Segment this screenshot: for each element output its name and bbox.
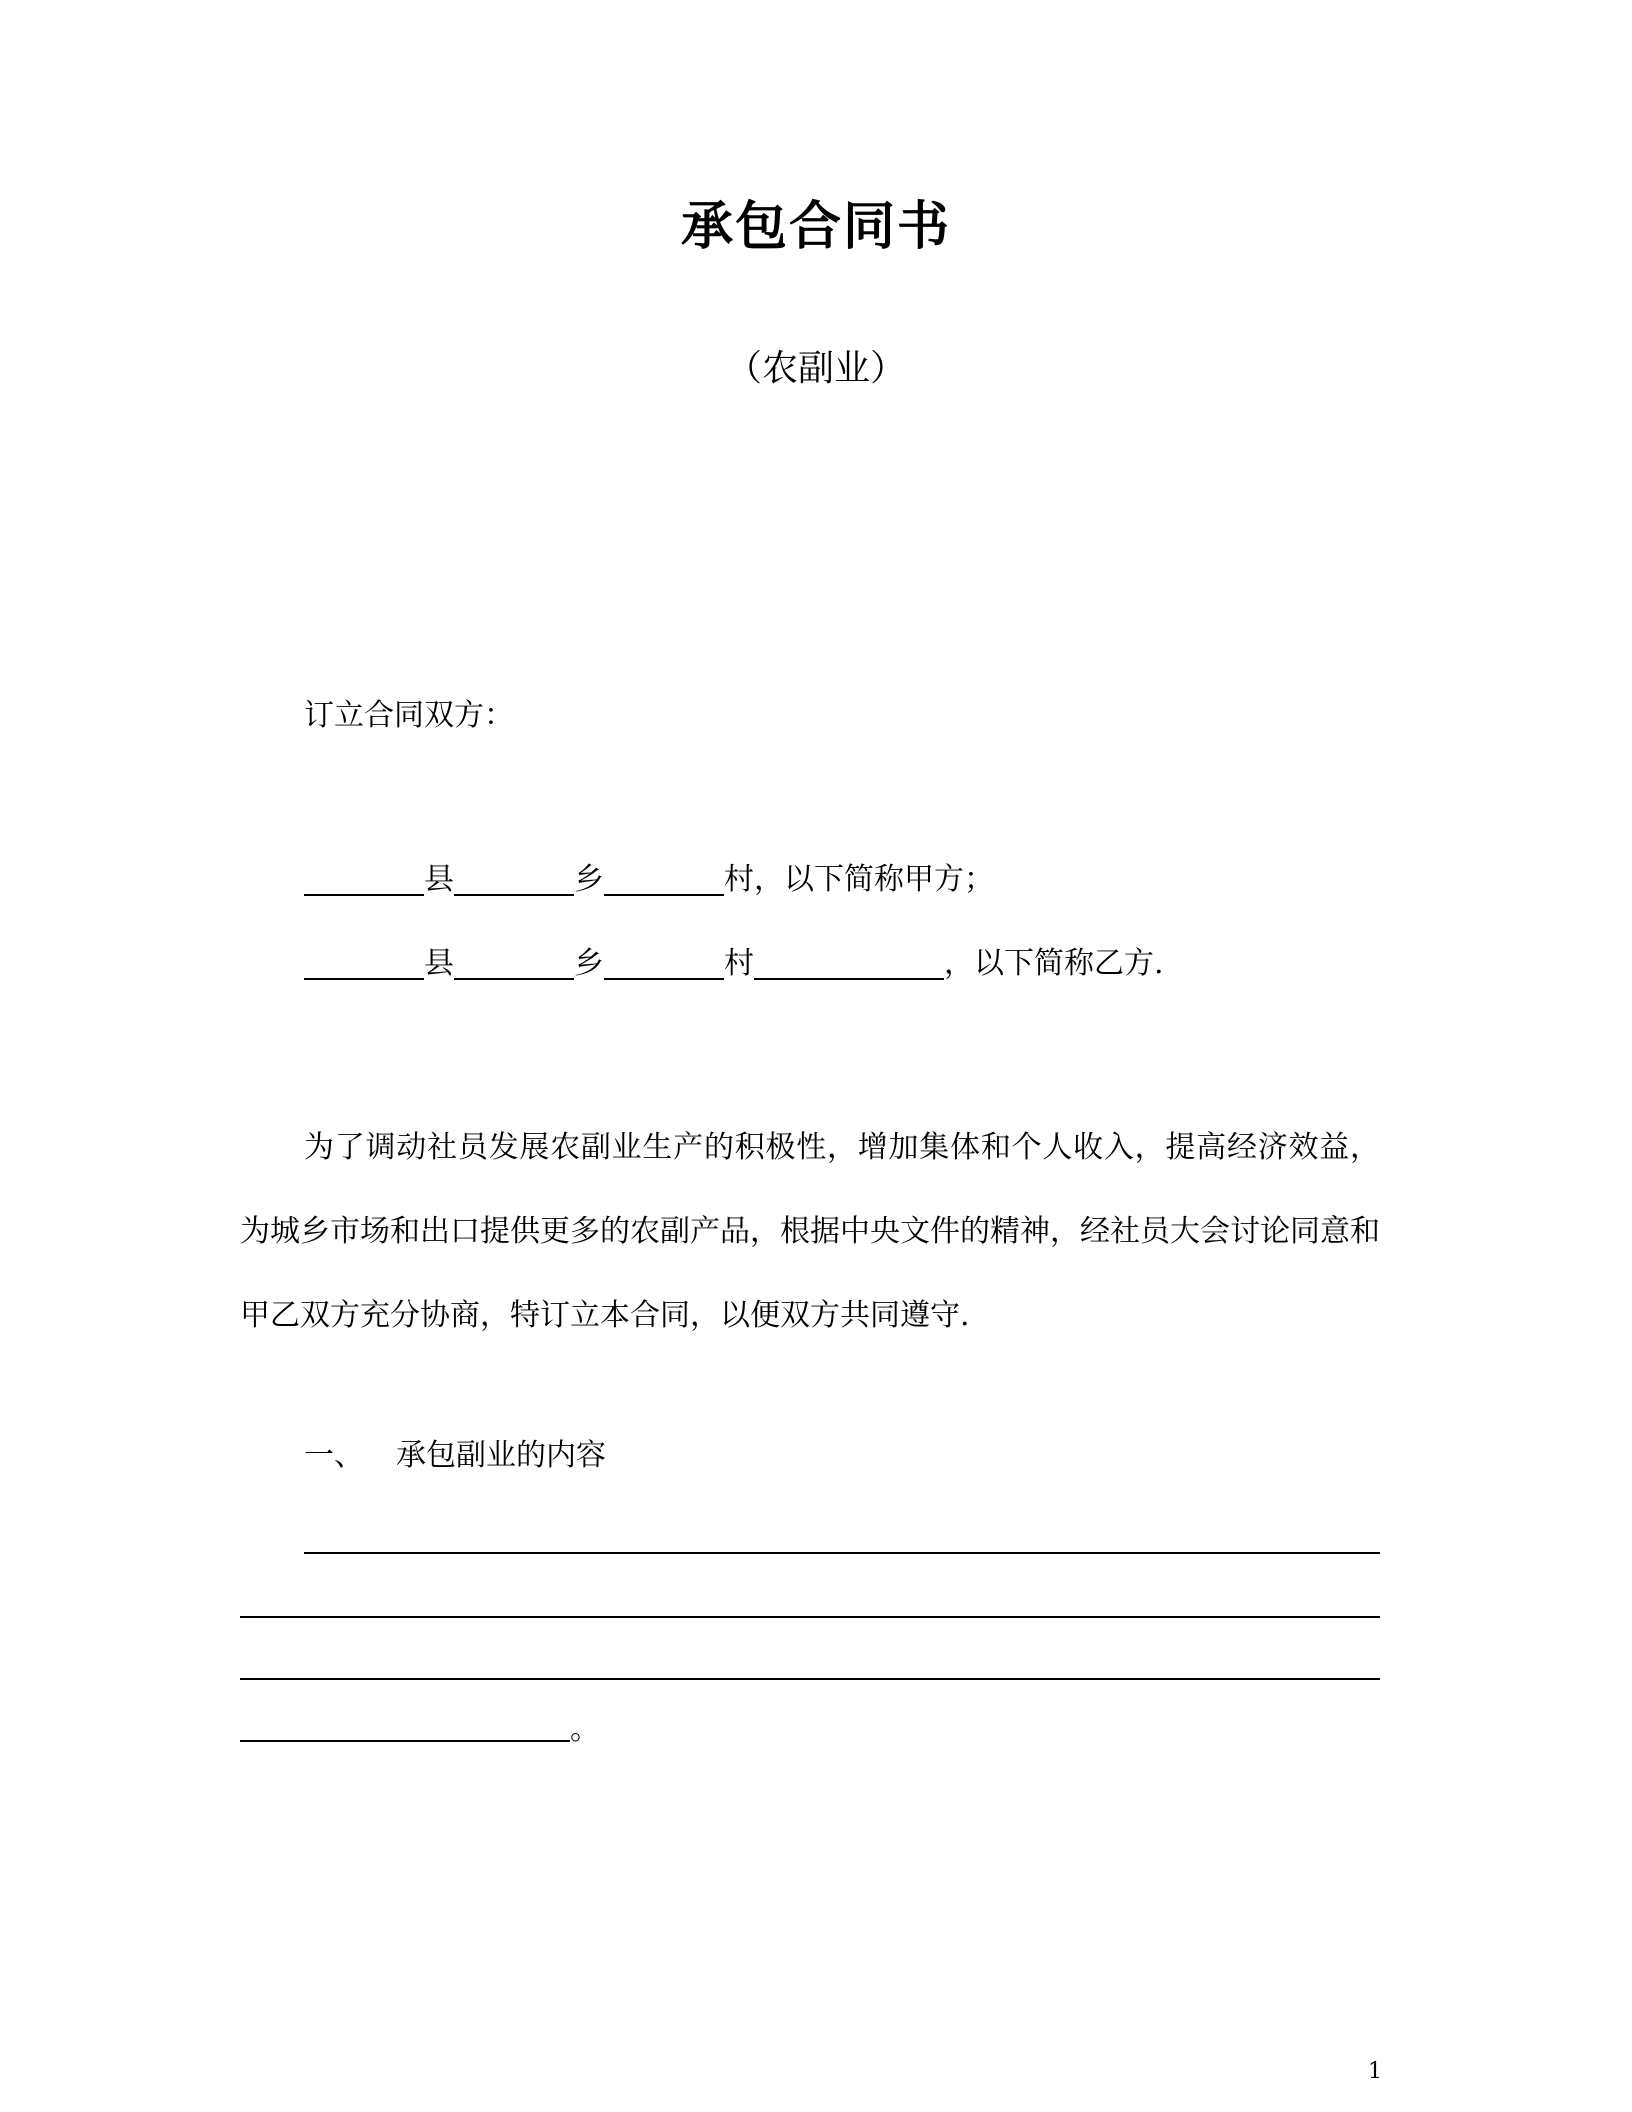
party-b-village-label: 村 bbox=[724, 946, 754, 981]
party-b-township-blank[interactable] bbox=[454, 946, 574, 980]
party-a-suffix: ，以下简称甲方； bbox=[754, 862, 994, 897]
party-a-township-label: 乡 bbox=[574, 862, 604, 897]
content-end-mark: 。 bbox=[570, 1712, 600, 1747]
content-blank-line-2[interactable] bbox=[240, 1616, 1380, 1618]
party-a-township-blank[interactable] bbox=[454, 862, 574, 896]
party-b-line bbox=[304, 944, 1164, 984]
section-1-heading: 承包副业的内容 bbox=[396, 1438, 606, 1473]
content-blank-line-1[interactable] bbox=[304, 1552, 1380, 1554]
party-a-county-label: 县 bbox=[424, 862, 454, 897]
page-number: 1 bbox=[1368, 2059, 1382, 2084]
party-b-township-label: 乡 bbox=[574, 946, 604, 981]
party-a-line bbox=[304, 860, 994, 900]
party-b-county-label: 县 bbox=[424, 946, 454, 981]
document-title: 承包合同书 bbox=[680, 197, 951, 257]
party-b-suffix: ，以下简称乙方. bbox=[944, 946, 1164, 981]
party-a-village-blank[interactable] bbox=[604, 862, 724, 896]
section-1-number: 一、 bbox=[304, 1438, 364, 1473]
party-a-county-blank[interactable] bbox=[304, 862, 424, 896]
party-b-name-blank[interactable] bbox=[754, 946, 944, 980]
preamble-paragraph: 为了调动社员发展农副业生产的积极性，增加集体和个人收入，提高经济效益，为城乡市场和出口提供更多的农副产品，根据中央文件的精神，经社员大会讨论同意和甲乙双方充分协商，特订立本合同，以便双方共同遵守. bbox=[240, 1130, 1380, 1333]
content-blank-line-3[interactable] bbox=[240, 1678, 1380, 1680]
party-b-county-blank[interactable] bbox=[304, 946, 424, 980]
party-a-village-label: 村 bbox=[724, 862, 754, 897]
document-subtitle: （农副业） bbox=[725, 348, 906, 389]
content-blank-line-4[interactable] bbox=[240, 1740, 570, 1742]
contract-parties-label: 订立合同双方： bbox=[304, 698, 514, 733]
party-b-village-blank[interactable] bbox=[604, 946, 724, 980]
